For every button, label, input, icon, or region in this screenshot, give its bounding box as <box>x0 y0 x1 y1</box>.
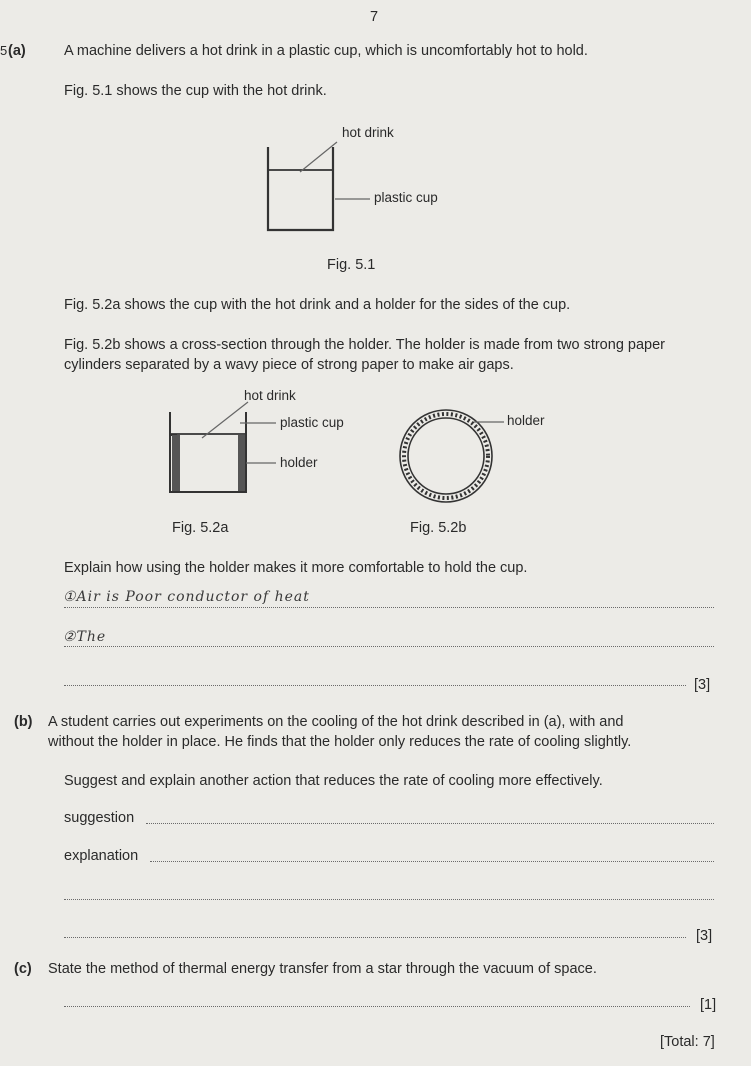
part-a-line4b: cylinders separated by a wavy piece of strong paper to make air gaps. <box>64 357 514 373</box>
fig51-caption: Fig. 5.1 <box>327 257 376 273</box>
answer-line2[interactable] <box>64 646 714 647</box>
total-marks: [Total: 7] <box>660 1034 715 1050</box>
part-a-marks: [3] <box>694 677 711 693</box>
part-a-label: (a) <box>8 43 26 59</box>
part-a-line1: A machine delivers a hot drink in a plastic cup, which is uncomfortably hot to hold. <box>64 43 588 59</box>
outer-cylinder <box>400 410 492 502</box>
page-number: 7 <box>370 9 379 25</box>
fig51-hot-drink-label: hot drink <box>342 125 394 140</box>
part-c-line1: State the method of thermal energy transfer from a star through the vacuum of space. <box>48 961 597 977</box>
suggestion-label: suggestion <box>64 810 135 826</box>
explanation-line2[interactable] <box>64 899 714 900</box>
explanation-line3[interactable] <box>64 937 686 938</box>
answer-line3[interactable] <box>64 685 686 686</box>
explanation-line1[interactable] <box>150 861 714 862</box>
fig52a-caption: Fig. 5.2a <box>172 520 229 536</box>
fig52a-hot-drink-label: hot drink <box>244 388 296 403</box>
fig52a-holder-label: holder <box>280 455 318 470</box>
part-b-label: (b) <box>14 714 33 730</box>
suggestion-line[interactable] <box>146 823 714 824</box>
wavy-paper <box>404 414 488 498</box>
part-a-line4a: Fig. 5.2b shows a cross-section through the holder. The holder is made from two strong paper <box>64 337 665 353</box>
part-c-marks: [1] <box>700 997 717 1013</box>
margin-mark: 5 <box>0 43 8 58</box>
inner-cylinder <box>408 418 484 494</box>
answer-line1[interactable] <box>64 607 714 608</box>
answer-line2-text: ②The <box>63 629 107 645</box>
explanation-label: explanation <box>64 848 139 864</box>
part-a-line2: Fig. 5.1 shows the cup with the hot drink. <box>64 83 327 99</box>
part-b-line3: Suggest and explain another action that reduces the rate of cooling more effectively. <box>64 773 603 789</box>
part-b-marks: [3] <box>696 928 713 944</box>
part-c-answer-line[interactable] <box>64 1006 690 1007</box>
fig52a-plastic-cup-label: plastic cup <box>280 415 344 430</box>
fig52b-holder-label: holder <box>507 413 545 428</box>
fig51-plastic-cup-label: plastic cup <box>374 190 438 205</box>
part-b-line2: without the holder in place. He finds that the holder only reduces the rate of cooling slightly. <box>48 734 632 750</box>
part-b-line1: A student carries out experiments on the cooling of the hot drink described in (a), with and <box>48 714 624 730</box>
part-a-line3: Fig. 5.2a shows the cup with the hot drink and a holder for the sides of the cup. <box>64 297 571 313</box>
part-c-label: (c) <box>14 961 32 977</box>
part-a-question: Explain how using the holder makes it more comfortable to hold the cup. <box>64 560 528 576</box>
answer-line1-text: ①Air is Poor conductor of heat <box>63 589 310 605</box>
fig52b-caption: Fig. 5.2b <box>410 520 467 536</box>
